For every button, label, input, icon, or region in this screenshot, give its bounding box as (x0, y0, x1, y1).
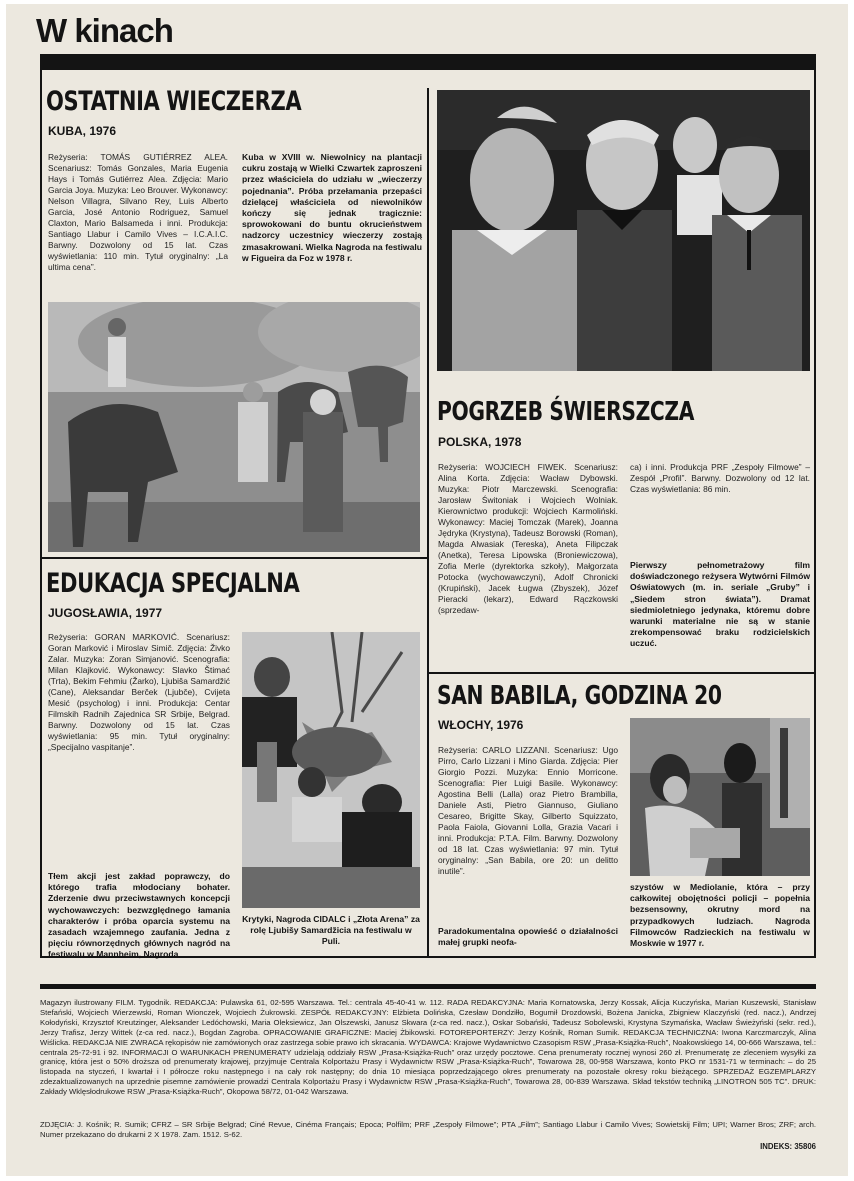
masthead-title: W kinach (36, 12, 173, 49)
photo-reformatory (242, 632, 420, 908)
film-title-sanbabila: SAN BABILA, GODZINA 20 (437, 681, 722, 711)
film-country-sanbabila: WŁOCHY, 1976 (438, 718, 524, 732)
magazine-page (6, 4, 848, 1176)
film-title-ostatnia: OSTATNIA WIECZERZA (46, 86, 302, 117)
photo-caption-edukacja: Krytyki, Nagroda CIDALC i „Złota Arena” za rolę Ljubišy Samardžicia na festiwalu w Puli. (242, 914, 420, 946)
photo-children (437, 90, 810, 371)
film-country-ostatnia: KUBA, 1976 (48, 124, 117, 138)
film-country-pogrzeb: POLSKA, 1978 (438, 435, 522, 449)
right-section-divider (427, 672, 816, 674)
imprint-text: Magazyn ilustrowany FILM. Tygodnik. REDAKCJA: Pulawska 61, 02-595 Warszawa. Tel.: centrala 45-40-41 w. 112. RADA REDAKCYJNA: Maria Kornatowska, Jerzy Kossak, Alicja Kuczyńska, Marian Kuszewski, Stanisław Stefański, Wojciech Wierzewski, Roman Wionczek, Wojciech Żukrowski. ZESPÓŁ REDAKCYJNY: Elżbieta Dolińska, Czesław Dondziłło, Bogumił Drozdowski, Bożena Janicka, Zbigniew Klaczyński (red. nacz.), Andrzej Kołodyński, Krzysztof Kreutzinger, Aleksander Ledóchowski, Maria Oleksiewicz, Jan Olszewski, Janusz Skwara (z-ca red. nacz.), Oskar Sobański, Tadeusz Sobolewski, Krystyna Szymańska, Wacław Świeżyński (sekr. red.), Jerzy Trafisz, Jerzy Wittek (z-ca red. nacz.), Bogdan Zagroba. OPRACOWANIE GRAFICZNE: Maciej Żbikowski. FOTOREPORTERZY: Jerzy Kośnik, Roman Sumik. REDAKCJA TECHNICZNA: Iwona Karczmarczyk, Alina Wiślicka. REDAKCJA NIE ZWRACA rękopisów nie zamówionych oraz zastrzega sobie prawo ich skracania. WYDAWCA: Krajowe Wydawnictwo Czasopism RSW „Prasa-Książka-Ruch”, Noakowskiego 14, 00-666 Warszawa, tel.: centrala 25-72-91 i 92. INFORMACJI O WARUNKACH PRENUMERATY udzielają oddziały RSW „Prasa-Książka-Ruch” oraz urzędy pocztowe. Cena prenumeraty rocznej wynosi 260 zł. Prenumeratę ze zleceniem wysyłki za granicę, która jest o 50% droższa od prenumeraty krajowej, przyjmuje Centrala Kolportażu Prasy i Wydawnictw RSW „Prasa-Książka-Ruch”, Towarowa 28, 00-958 Warszawa, konto PKO nr 1531-71 w terminach: – do 25 listopada na styczeń, I kwartał i I półrocze roku następnego i na cały rok następny; do dnia 10 miesiąca poprzedzającego okres prenumeraty na pozostałe okresy roku bieżącego. SPRZEDAŻ EGZEMPLARZY zdezaktualizowanych na uprzednie pisemne zamówienie prowadzi Centrala Kolportażu Prasy i Wydawnictw RSW „Prasa-Książka-Ruch”, Towarowa 28, 00-839 Warszawa. Skład tekstów techniką „LINOTRON 505 TC”. DRUK: Zakłady Wklęsłodrukowe RSW „Prasa-Książka-Ruch”, Okopowa 58/72, 01-042 Warszawa. (40, 998, 816, 1097)
top-rule (40, 54, 816, 68)
imprint-photo-credits: ZDJĘCIA: J. Kośnik; R. Sumik; CFRZ – SR Srbije Belgrad; Ciné Revue, Cinéma Français; Epoca; Polfilm; PRF „Zespoły Filmowe”; PTA „Film”; Santiago Llabur i Camilo Vives; Sowietskij Film; UPI; Warner Bros; ZRF; arch. Numer przekazano do drukarni 2 X 1978. Zam. 1512. S-62. (40, 1120, 816, 1139)
film-lead-edukacja: Tłem akcji jest zakład poprawczy, do którego trafia młodociany bohater. Zderzenie dwu przeciwstawnych koncepcji wychowawczych: bezwzględnego łamania charakterów i próba oparcia systemu na zasadach wzajemnego zaufania. Jedna z pięciu równorzędnych głównych nagród na festiwalu w Mannheim, Nagroda (48, 871, 230, 960)
film-lead-ostatnia: Kuba w XVIII w. Niewolnicy na plantacji cukru zostają w Wielki Czwartek zaproszeni przez właściciela do udziału w „wieczerzy pojednania”. Próba przełamania przepaści dzielącej właściciela od niewolników kończy się jednak tragicznie: sprowokowani do buntu okrucieństwem nadzorcy uczestnicy wieczerzy zostają zmasakrowani. Wielka Nagroda na festiwalu w Figueira da Foz w 1978 r. (242, 152, 422, 263)
film-credits-edukacja: Reżyseria: GORAN MARKOVIĆ. Scenariusz: Goran Marković i Miroslav Simič. Zdjęcia: Živko Zalar. Muzyka: Zoran Simjanović. Scenografia: Milan Klajković. Wykonawcy: Slavko Štimać (Trta), Bekim Fehmiu (Žarko), Ljubiša Samardžić (Cane), Aleksandar Berček (Ljubče), Cvijeta Mesić (psycholog) i inni. Produkcja: Centar Filmskih Radnih Zajednica SR Srbije, Belgrad. Barwny. Dozwolony od 15 lat. Czas wyświetlania: 95 min. Tytuł oryginalny: „Specijalno vaspitanje”. (48, 632, 230, 752)
film-lead-pogrzeb: Pierwszy pełnometrażowy film doświadczonego reżysera Wytwórni Filmów Oświatowych (m. in. seriale „Gruby” i „Siedem stron świata”). Dramat siedmioletniego jedynaka, któremu dobre warunki materialne nie są w stanie zrekompensować braku rodzicielskich uczuć. (630, 560, 810, 649)
photo-horsemen-image (48, 302, 420, 552)
index-number: INDEKS: 35806 (760, 1142, 816, 1151)
film-credits-sanbabila: Reżyseria: CARLO LIZZANI. Scenariusz: Ugo Pirro, Carlo Lizzani i Mino Giarda. Zdjęcia: Pier Giorgio Pozzi. Muzyka: Ennio Morricone. Scenografia: Pier Luigi Basile. Wykonawcy: Agostina Belli (Lalla) oraz Pietro Brambilla, Daniele Asti, Pietro Giannuso, Giuliano Cesareo, Brigitte Skay, Gilberto Squizzato, Paola Faiola, Giovanni Lolla, Grazia Vacari i inni. Produkcja: P.T.A. Film. Barwny. Dozwolony od 18 lat. Czas wyświetlania: 97 min. Tytuł oryginalny: „San Babila, ore 20: un delitto inutile”. (438, 745, 618, 876)
film-credits-pogrzeb-part2: ca) i inni. Produkcja PRF „Zespoły Filmowe” – Zespół „Profil”. Barwny. Dozwolony od 12 lat. Czas wyświetlania: 86 min. (630, 462, 810, 494)
photo-milan-image (630, 718, 810, 876)
film-lead-sanbabila-part2: szystów w Mediolanie, która – przy całkowitej obojętności policji – popełnia bezsensowny, okrutny mord na przypadkowych ludziach. Nagroda Filmowców Radzieckich na festiwalu w Moskwie w 1977 r. (630, 882, 810, 949)
bottom-rule (40, 984, 816, 989)
film-title-edukacja: EDUKACJA SPECJALNA (46, 568, 300, 599)
film-credits-ostatnia: Reżyseria: TOMÁS GUTIÉRREZ ALEA. Scenariusz: Tomás Gonzales, Maria Eugenia Hays i Tomás Gutiérrez Alea. Zdjęcia: Mario Garcia Joya. Muzyka: Leo Brouver. Wykonawcy: Nelson Villagra, Silvano Rey, Luis Alberto Garcia, José Antonio Rodriguez, Samuel Claxton, Mario Balsameda i inni. Produkcja: Santiago Llabur i Camilo Vives – I.C.A.I.C. Barwny. Dozwolony od 15 lat. Czas wyświetlania: 110 min. Tytuł oryginalny: „La ultima cena”. (48, 152, 228, 272)
photo-children-image (437, 90, 810, 371)
film-credits-pogrzeb-part1: Reżyseria: WOJCIECH FIWEK. Scenariusz: Alina Korta. Zdjęcia: Wacław Dybowski. Muzyka: Piotr Marczewski. Scenografia: Jarosław Świtoniak i Wojciech Wolniak. Kierownictwo produkcji: Wojciech Karmoliński. Wykonawcy: Maciej Tomczak (Marek), Joanna Jędryka (Krystyna), Tadeusz Borowski (Roman), Magda Alwasiak (Tereska), Aneta Filipczak (Anetka), Teresa Lipowska (Broniewiczowa), Zofia Merle (dyrektorka szkoły), Małgorzata Potocka (wychowawczyni), Adolf Chronicki (Krupiński), Jacek Ługwa (Zbyszek), Józef Pieracki (lekarz), Edward Rączkowski (sprzedaw- (438, 462, 618, 615)
film-country-edukacja: JUGOSŁAWIA, 1977 (48, 606, 163, 620)
film-title-pogrzeb: POGRZEB ŚWIERSZCZA (437, 397, 695, 427)
column-divider (427, 88, 429, 958)
photo-reformatory-image (242, 632, 420, 908)
photo-milan (630, 718, 810, 876)
left-section-divider (40, 557, 428, 559)
photo-horsemen (48, 302, 420, 552)
film-lead-sanbabila-part1: Paradokumentalna opowieść o działalności małej grupki neofa- (438, 926, 618, 948)
